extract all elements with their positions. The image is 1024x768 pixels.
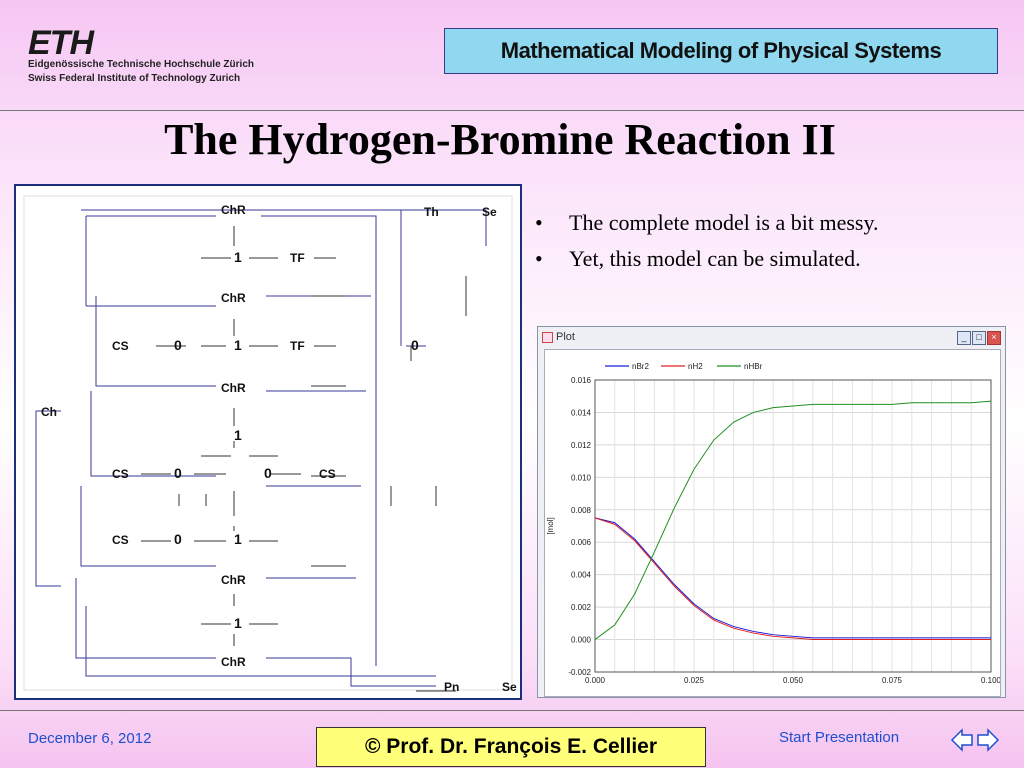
- close-button[interactable]: ×: [987, 331, 1001, 345]
- line-chart: [545, 350, 1000, 696]
- node-se-1: Se: [482, 205, 497, 219]
- bullet-dot-icon: •: [535, 210, 543, 235]
- node-ch: Ch: [41, 405, 57, 419]
- junction-zero-3: 0: [174, 531, 182, 547]
- y-tick-label: 0.012: [570, 440, 591, 450]
- junction-one-2: 1: [234, 337, 242, 353]
- eth-logo: [28, 24, 254, 86]
- y-tick-label: 0.006: [570, 538, 591, 548]
- y-tick-label: 0.008: [570, 505, 591, 515]
- header-divider: [0, 110, 1024, 111]
- node-chr-3: ChR: [221, 381, 246, 395]
- eth-logo-line1: Eidgenössische Technische Hochschule Zürich: [28, 59, 254, 70]
- junction-zero-5: 0: [411, 337, 419, 353]
- window-controls: [957, 331, 1001, 345]
- node-chr-5: ChR: [221, 655, 246, 669]
- y-tick-label: 0.010: [570, 473, 591, 483]
- y-tick-label: 0.004: [570, 570, 591, 580]
- diagram-nodes: [41, 203, 517, 694]
- y-tick-label: 0.002: [570, 603, 591, 613]
- junction-zero-4: 0: [264, 465, 272, 481]
- x-tick-label: 0.025: [683, 676, 705, 685]
- author-name: © Prof. Dr. François E. Cellier: [364, 735, 658, 758]
- bullet-text: The complete model is a bit messy.: [569, 210, 879, 235]
- junction-one-3: 1: [234, 427, 242, 443]
- bullet-text: Yet, this model can be simulated.: [569, 246, 861, 271]
- x-tick-label: 0.000: [584, 676, 606, 685]
- author-box: [316, 727, 706, 767]
- y-tick-label: -0.002: [568, 668, 591, 677]
- eth-logo-text: ETH: [28, 24, 93, 62]
- slide-title: The Hydrogen-Bromine Reaction II: [164, 115, 836, 164]
- diagram-wires: [24, 196, 512, 690]
- node-tf-1: TF: [290, 251, 305, 265]
- footer-date: December 6, 2012: [28, 730, 152, 747]
- legend-label: nH2: [688, 362, 703, 371]
- legend-label: nHBr: [744, 362, 763, 371]
- node-chr-2: ChR: [221, 291, 246, 305]
- node-pn: Pn: [444, 680, 460, 694]
- footer-divider: [0, 710, 1024, 711]
- next-arrow-icon[interactable]: [978, 730, 998, 750]
- minimize-button[interactable]: _: [957, 331, 971, 345]
- plot-window-titlebar[interactable]: [542, 331, 575, 343]
- plot-area: [544, 349, 1001, 697]
- y-axis-label: [mol]: [546, 517, 555, 535]
- nav-arrows: [950, 726, 1000, 759]
- x-tick-label: 0.100: [980, 676, 1000, 685]
- node-cs-2: CS: [112, 467, 129, 481]
- bullet-item: [535, 246, 879, 272]
- node-cs-1: CS: [112, 339, 129, 353]
- x-tick-label: 0.075: [881, 676, 903, 685]
- node-tf-2: TF: [290, 339, 305, 353]
- plot-window[interactable]: [537, 326, 1006, 698]
- junction-one-1: 1: [234, 249, 242, 265]
- x-tick-label: 0.050: [782, 676, 804, 685]
- node-cs-4: CS: [319, 467, 336, 481]
- plot-app-icon: [542, 332, 553, 343]
- plot-window-title: Plot: [556, 331, 575, 343]
- eth-logo-line2: Swiss Federal Institute of Technology Zurich: [28, 73, 241, 84]
- bullet-dot-icon: •: [535, 246, 543, 271]
- maximize-button[interactable]: □: [972, 331, 986, 345]
- node-th: Th: [424, 205, 439, 219]
- bond-graph-svg: [16, 186, 520, 698]
- course-title: Mathematical Modeling of Physical Systems: [500, 38, 942, 63]
- y-tick-label: 0.014: [570, 408, 591, 418]
- node-se-2: Se: [502, 680, 517, 694]
- prev-arrow-icon[interactable]: [952, 730, 972, 750]
- node-chr-4: ChR: [221, 573, 246, 587]
- node-cs-3: CS: [112, 533, 129, 547]
- bond-graph-diagram: [14, 184, 522, 700]
- bullet-list: [535, 210, 879, 282]
- y-tick-label: 0.016: [570, 376, 591, 385]
- legend-label: nBr2: [632, 362, 649, 371]
- y-tick-label: 0.000: [570, 635, 591, 645]
- junction-one-4: 1: [234, 531, 242, 547]
- bullet-item: [535, 210, 879, 236]
- node-chr-1: ChR: [221, 203, 246, 217]
- junction-one-5: 1: [234, 615, 242, 631]
- course-title-box: [444, 28, 998, 74]
- junction-zero-1: 0: [174, 337, 182, 353]
- junction-zero-2: 0: [174, 465, 182, 481]
- start-presentation-link[interactable]: Start Presentation: [779, 729, 900, 746]
